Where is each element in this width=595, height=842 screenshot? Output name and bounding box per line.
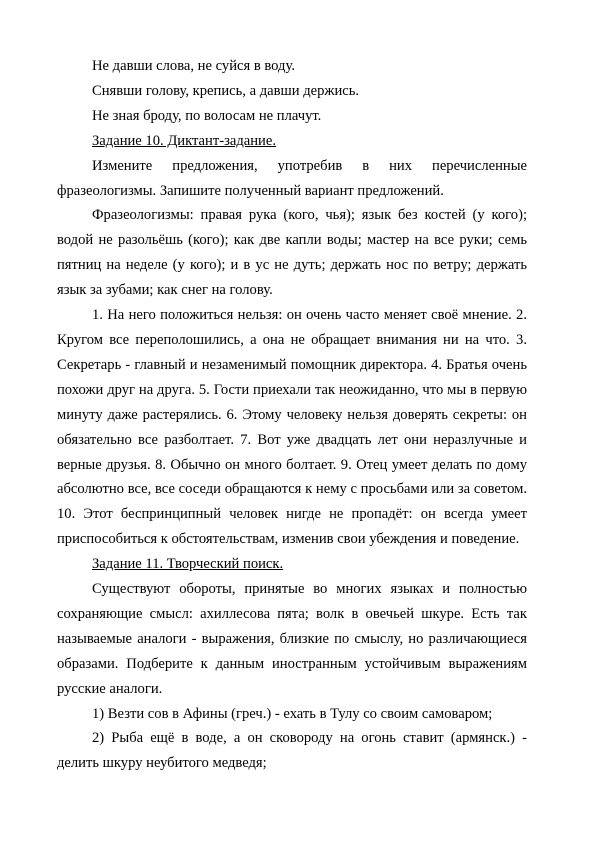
document-body bbox=[57, 54, 527, 776]
task11-item-1: 1) Везти сов в Афины (греч.) - ехать в Тулу со своим самоваром; bbox=[92, 705, 493, 722]
proverb-line-3: Не зная броду, по волосам не плачут. bbox=[92, 107, 322, 124]
task10-sentences: 1. На него положиться нельзя: он очень часто меняет своё мнение. 2. Кругом все переполошились, а она не обращает внимания ни на что. 3. Секретарь - главный и незаменимый помощник директора. 4. Братья очень похожи друг на друга. 5. Гости приехали так неожиданно, что мы в первую минуту даже растерялись. 6. Этому человеку нельзя доверять секреты: он обязательно все разболтает. 7. Вот уже двадцать лет они неразлучные и верные друзья. 8. Обычно он много болтает. 9. Отец умеет делать по дому абсолютно все, все соседи обращаются к нему с просьбами или за советом. 10. Этот беспринципный человек нигде не пропадёт: он всегда умеет приспособиться к обстоятельствам, изменив свои убеждения и поведение. bbox=[57, 307, 527, 548]
task10-instruction: Измените предложения, употребив в них перечисленные фразеологизмы. Запишите полученный вариант предложений. bbox=[57, 157, 527, 199]
proverb-line-2: Снявши голову, крепись, а давши держись. bbox=[92, 82, 360, 99]
task11-heading-text: Задание 11. Творческий поиск. bbox=[92, 556, 284, 573]
task10-heading-text: Задание 10. Диктант-задание. bbox=[92, 132, 276, 149]
task11-heading bbox=[57, 552, 527, 577]
task11-intro: Существуют обороты, принятые во многих языках и полностью сохраняющие смысл: ахиллесова пята; волк в овечьей шкуре. Есть так называемые аналоги - выражения, близкие по смыслу, но различающиеся образами. Подберите к данным иностранным устойчивым выражениям русские аналоги. bbox=[57, 581, 527, 697]
task10-phraseologisms: Фразеологизмы: правая рука (кого, чья); язык без костей (у кого); водой не разольёшь (кого); как две капли воды; мастер на все руки; семь пятниц на неделе (у кого); и в ус не дуть; держать нос по ветру; держать язык за зубами; как снег на голову. bbox=[57, 207, 527, 299]
task10-heading bbox=[57, 129, 527, 154]
proverb-line-1: Не давши слова, не суйся в воду. bbox=[92, 58, 295, 74]
task11-item-2: 2) Рыба ещё в воде, а он сковороду на огонь ставит (армянск.) - делить шкуру неубитого медведя; bbox=[57, 730, 527, 772]
